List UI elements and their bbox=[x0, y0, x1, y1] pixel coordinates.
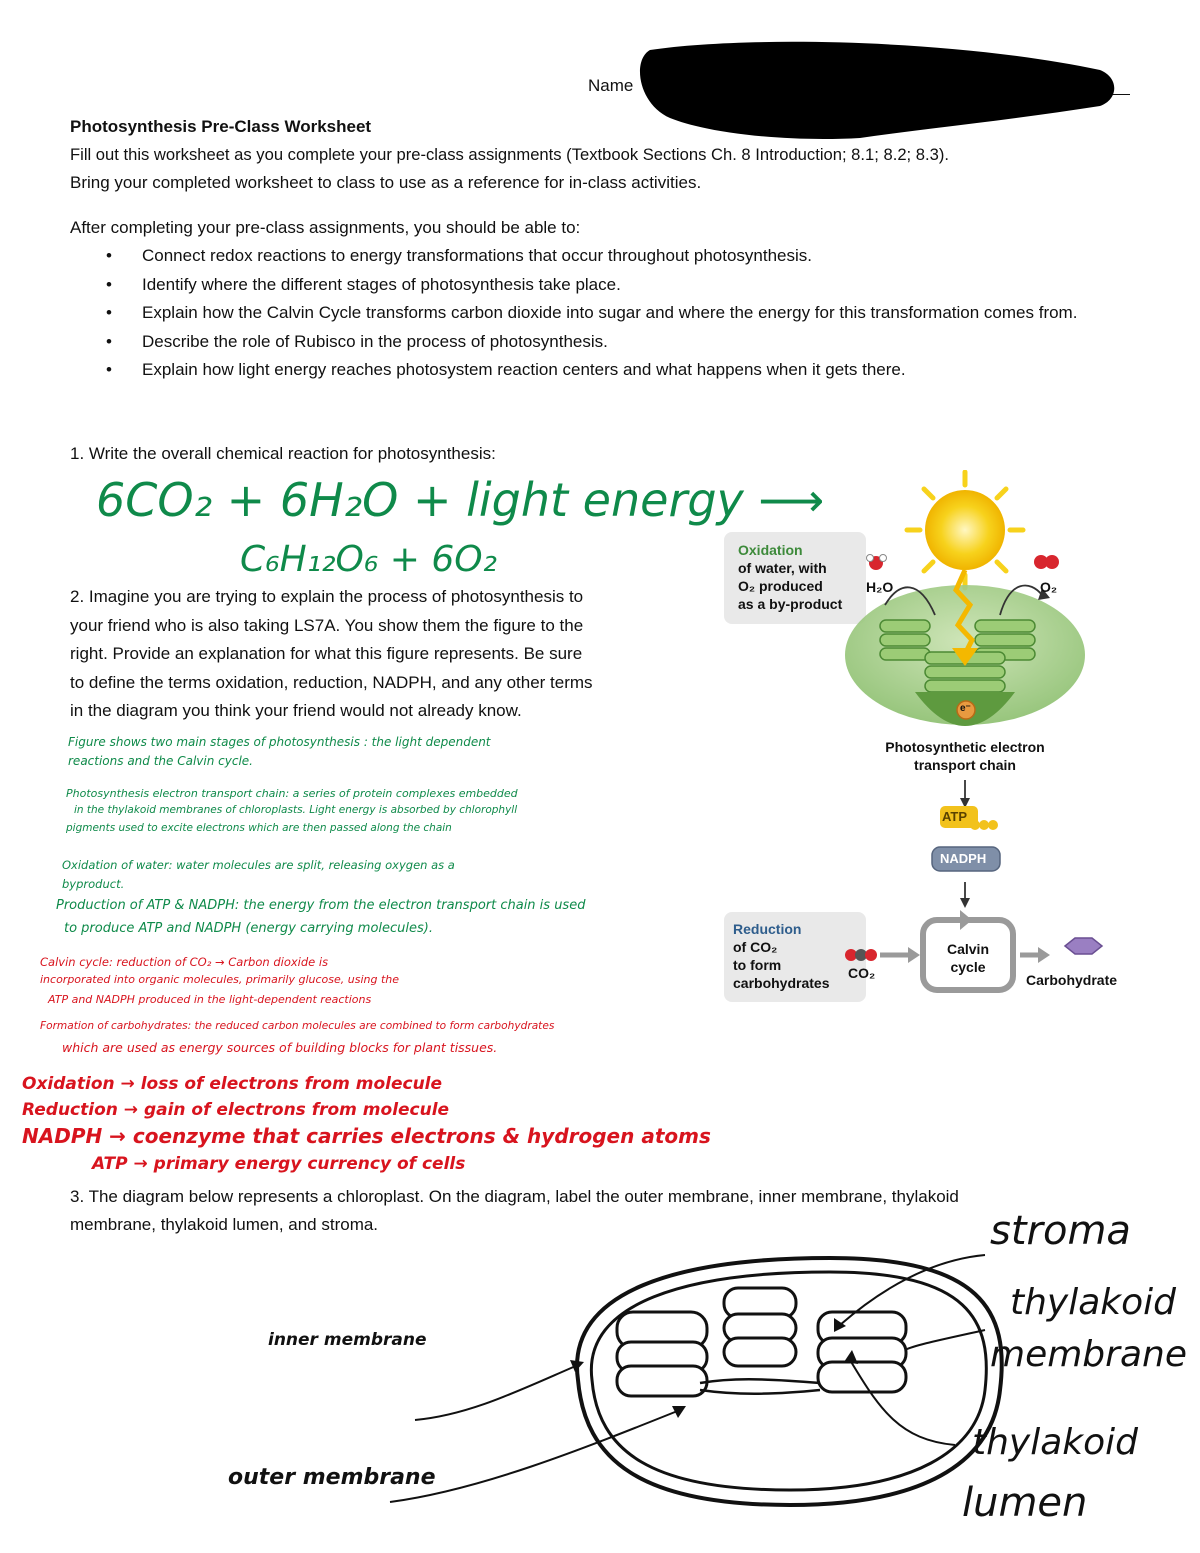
objective-item: • Identify where the different stages of photosynthesis take place. bbox=[70, 271, 1130, 300]
objectives-lead: After completing your pre-class assignments, you should be able to: bbox=[70, 218, 581, 237]
label-thylakoid-lumen-2: lumen bbox=[962, 1480, 1088, 1526]
red-note: incorporated into organic molecules, primarily glucose, using the bbox=[40, 973, 400, 986]
q2-prompt-line: 2. Imagine you are trying to explain the process of photosynthesis to bbox=[70, 587, 584, 606]
objective-item: • Connect redox reactions to energy transformations that occur throughout photosynthesis. bbox=[70, 242, 1130, 271]
q2-prompt-line: to define the terms oxidation, reduction, NADPH, and any other terms bbox=[70, 672, 593, 692]
co2-label: CO₂ bbox=[848, 965, 876, 981]
green-note: byproduct. bbox=[62, 877, 125, 891]
redaction-mark bbox=[630, 30, 1130, 145]
electron-label: e⁻ bbox=[960, 703, 971, 714]
green-note: Photosynthesis electron transport chain: a series of protein complexes embedded bbox=[66, 787, 518, 800]
red-note: Calvin cycle: reduction of CO₂ → Carbon dioxide is bbox=[40, 955, 329, 969]
reduction-title: Reduction bbox=[733, 921, 802, 937]
q1-answer-line-1: 6CO₂ + 6H₂O + light energy ⟶ bbox=[96, 473, 825, 527]
intro-line-1: Fill out this worksheet as you complete your pre-class assignments (Textbook Sections Ch. 8 Introduction; 8.1; 8.2; 8.3). bbox=[70, 145, 949, 164]
q2-prompt-line: right. Provide an explanation for what this figure represents. Be sure bbox=[70, 644, 583, 663]
objective-item: • Describe the role of Rubisco in the process of photosynthesis. bbox=[70, 328, 1130, 357]
name-label: Name bbox=[588, 76, 634, 95]
green-note: pigments used to excite electrons which are then passed along the chain bbox=[66, 822, 452, 834]
reduction-desc-line: of CO₂ bbox=[733, 939, 778, 955]
definition-reduction: Reduction → gain of electrons from molecule bbox=[22, 1100, 450, 1120]
q1-prompt: 1. Write the overall chemical reaction for photosynthesis: bbox=[70, 444, 496, 463]
label-thylakoid-membrane-1: thylakoid bbox=[1010, 1282, 1177, 1323]
oxidation-title: Oxidation bbox=[738, 542, 803, 558]
objectives-list bbox=[70, 242, 1130, 385]
thylakoid-membrane-arrow bbox=[905, 1330, 985, 1350]
red-note: Formation of carbohydrates: the reduced carbon molecules are combined to form carbohydrates bbox=[40, 1020, 555, 1032]
label-thylakoid-lumen-1: thylakoid bbox=[972, 1422, 1139, 1463]
q2-prompt-line: in the diagram you think your friend would not already know. bbox=[70, 701, 522, 720]
oxidation-desc-line: O₂ produced bbox=[738, 578, 823, 594]
inner-membrane-arrow bbox=[415, 1365, 578, 1420]
label-inner-membrane: inner membrane bbox=[268, 1330, 427, 1350]
objective-item: • Explain how the Calvin Cycle transforms carbon dioxide into sugar and where the energy for this transformation comes from. bbox=[70, 299, 1130, 328]
q3-prompt-line-1: 3. The diagram below represents a chloroplast. On the diagram, label the outer membrane, inner membrane, thylakoid bbox=[70, 1187, 959, 1206]
etc-label bbox=[880, 738, 1050, 774]
h2o-label: H₂O bbox=[866, 579, 894, 595]
green-note: Oxidation of water: water molecules are split, releasing oxygen as a bbox=[62, 858, 455, 872]
photosynthesis-figure bbox=[720, 470, 1180, 1020]
red-note: ATP and NADPH produced in the light-dependent reactions bbox=[48, 993, 372, 1006]
label-thylakoid-membrane-2: membrane bbox=[990, 1334, 1187, 1375]
reduction-desc bbox=[733, 938, 863, 992]
reduction-desc-line: to form bbox=[733, 957, 782, 973]
etc-label-line: Photosynthetic electron bbox=[885, 739, 1045, 755]
oxidation-desc-line: of water, with bbox=[738, 560, 827, 576]
q1-answer-line-2: C₆H₁₂O₆ + 6O₂ bbox=[240, 539, 497, 580]
intro-line-2: Bring your completed worksheet to class to use as a reference for in-class activities. bbox=[70, 173, 702, 192]
green-note: reactions and the Calvin cycle. bbox=[68, 754, 253, 768]
green-note: to produce ATP and NADPH (energy carrying molecules). bbox=[64, 921, 433, 936]
objective-item: • Explain how light energy reaches photosystem reaction centers and what happens when it gets there. bbox=[70, 356, 1130, 385]
oxidation-desc-line: as a by-product bbox=[738, 596, 843, 612]
calvin-cycle-label-line: cycle bbox=[950, 959, 986, 975]
calvin-cycle-label-line: Calvin bbox=[946, 941, 989, 957]
sun-icon bbox=[925, 490, 1005, 570]
o2-label: O₂ bbox=[1040, 579, 1058, 595]
definition-nadph: NADPH → coenzyme that carries electrons & hydrogen atoms bbox=[22, 1124, 711, 1148]
definition-oxidation: Oxidation → loss of electrons from molecule bbox=[22, 1074, 443, 1094]
carbohydrate-label: Carbohydrate bbox=[1026, 972, 1118, 988]
worksheet-title: Photosynthesis Pre-Class Worksheet bbox=[70, 117, 372, 136]
label-stroma: stroma bbox=[990, 1208, 1131, 1254]
green-note: Production of ATP & NADPH: the energy from the electron transport chain is used bbox=[56, 898, 586, 913]
label-outer-membrane: outer membrane bbox=[228, 1465, 436, 1490]
calvin-cycle-label bbox=[930, 940, 1006, 976]
q2-prompt bbox=[70, 583, 710, 726]
etc-label-line: transport chain bbox=[914, 757, 1016, 773]
carbohydrate-icon bbox=[1065, 938, 1102, 954]
q2-prompt-line: your friend who is also taking LS7A. You show them the figure to the bbox=[70, 615, 584, 635]
oxidation-desc bbox=[738, 559, 868, 613]
green-note: in the thylakoid membranes of chloroplasts. Light energy is absorbed by chlorophyll bbox=[74, 804, 518, 816]
nadph-label: NADPH bbox=[940, 851, 987, 866]
red-note: which are used as energy sources of building blocks for plant tissues. bbox=[62, 1040, 498, 1055]
green-note: Figure shows two main stages of photosynthesis : the light dependent bbox=[68, 735, 491, 749]
reduction-desc-line: carbohydrates bbox=[733, 975, 830, 991]
atp-label: ATP bbox=[942, 809, 968, 824]
q3-prompt-line-2: membrane, thylakoid lumen, and stroma. bbox=[70, 1215, 379, 1234]
definition-atp: ATP → primary energy currency of cells bbox=[92, 1154, 466, 1174]
